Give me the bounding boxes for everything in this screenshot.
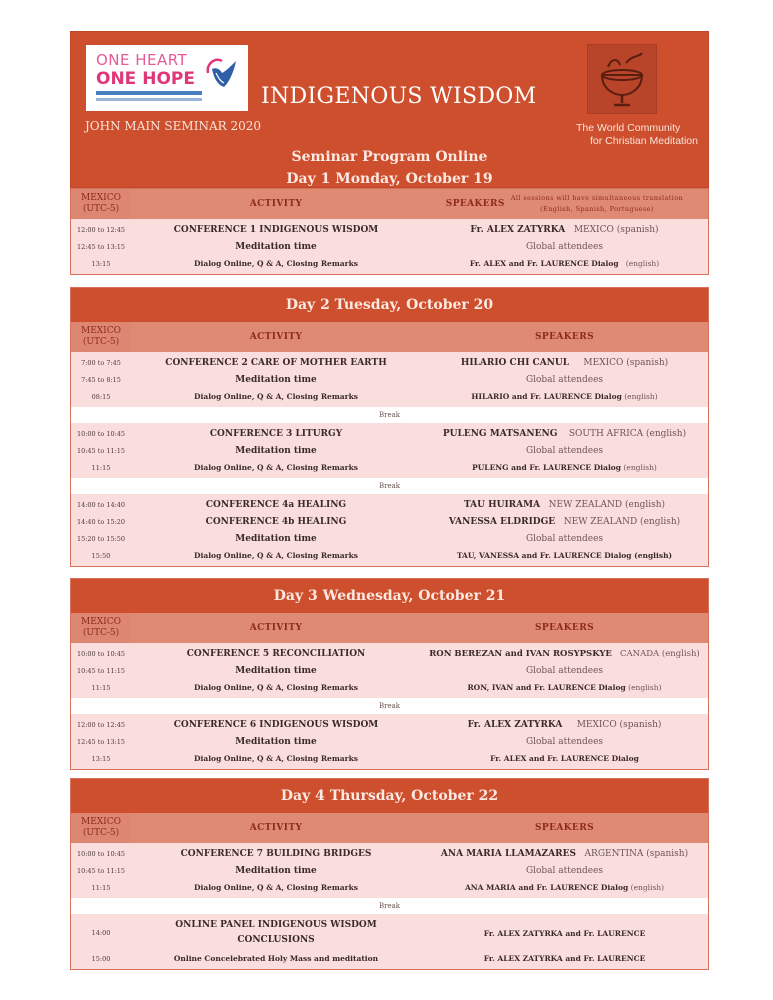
session-speaker: TAU HUIRAMA [463, 499, 541, 510]
session-time: 12:00 to 12:45 [76, 720, 126, 729]
schedule-row [71, 950, 708, 967]
session-activity: Meditation time [235, 736, 317, 747]
activity-column-header: ACTIVITY [249, 823, 303, 833]
schedule-row [71, 547, 708, 564]
session-activity: Meditation time [235, 241, 317, 252]
day4-schedule [70, 778, 709, 970]
session-group [71, 643, 708, 698]
session-language: (english) [630, 883, 665, 892]
session-time: 14:00 to 14:40 [76, 500, 126, 509]
time-column-header [71, 189, 131, 219]
session-speaker: ANA MARIA and Fr. LAURENCE Dialog [464, 883, 629, 892]
session-country-language: MEXICO (spanish) [573, 224, 659, 235]
activity-column-header: ACTIVITY [249, 199, 303, 209]
session-country-language: ARGENTINA (spanish) [584, 848, 689, 859]
session-activity: Dialog Online, Q & A, Closing Remarks [194, 551, 358, 560]
session-time: 12:45 to 13:15 [76, 242, 126, 251]
time-column-header [71, 613, 131, 643]
session-language: (english) [628, 683, 662, 692]
time-header-line2: (UTC-5) [82, 628, 120, 638]
dove-heart-icon [204, 55, 238, 93]
session-activity: CONFERENCE 4a HEALING [205, 499, 347, 510]
wccm-name-line2: for Christian Meditation [590, 135, 698, 147]
translation-note [511, 193, 683, 215]
schedule-row [71, 255, 708, 272]
session-speaker: PULENG and Fr. LAURENCE Dialog [472, 463, 622, 472]
time-header-line2: (UTC-5) [82, 828, 120, 838]
day-title: Day 3 Wednesday, October 21 [71, 579, 708, 613]
session-activity: CONFERENCE 4b HEALING [205, 516, 347, 527]
session-speaker: RON, IVAN and Fr. LAURENCE Dialog [467, 683, 626, 692]
activity-column-header: ACTIVITY [249, 623, 303, 633]
session-time: 11:15 [91, 463, 111, 472]
speakers-header-label: SPEAKERS [445, 198, 505, 209]
time-header-line1: MEXICO [80, 617, 121, 627]
schedule-row [71, 496, 708, 513]
break-row: Break [71, 407, 708, 423]
session-speaker: VANESSA ELDRIDGE [448, 516, 556, 527]
translation-note-line2: (English, Spanish, Portuguese) [540, 205, 654, 213]
session-group [71, 494, 708, 566]
session-time: 12:00 to 12:45 [76, 225, 126, 234]
session-time: 7:00 to 7:45 [81, 358, 121, 367]
session-country-language: CANADA (english) [620, 648, 700, 659]
session-attendees: Global attendees [525, 445, 604, 456]
schedule-row [71, 425, 708, 442]
schedule-row [71, 238, 708, 255]
session-activity: ONLINE PANEL INDIGENOUS WISDOM CONCLUSIONS [175, 920, 377, 945]
page-title: INDIGENOUS WISDOM [261, 84, 537, 109]
session-time: 10:00 to 10:45 [76, 429, 126, 438]
session-activity: Dialog Online, Q & A, Closing Remarks [194, 683, 358, 692]
day-title: Day 2 Tuesday, October 20 [71, 288, 708, 322]
logo-stripe [96, 91, 202, 95]
session-group [71, 352, 708, 407]
session-group [71, 219, 708, 274]
session-activity: Meditation time [235, 533, 317, 544]
wccm-name-line1: The World Community [576, 122, 681, 134]
session-time: 10:45 to 11:15 [76, 666, 126, 675]
session-attendees: Global attendees [525, 665, 604, 676]
speakers-column-header [421, 189, 708, 219]
schedule-row [71, 530, 708, 547]
session-activity: CONFERENCE 6 INDIGENOUS WISDOM [173, 719, 379, 730]
session-activity: Meditation time [235, 865, 317, 876]
session-attendees: Global attendees [525, 736, 604, 747]
session-country-language: NEW ZEALAND (english) [548, 499, 666, 510]
session-activity: Meditation time [235, 665, 317, 676]
seminar-subtitle: JOHN MAIN SEMINAR 2020 [85, 119, 261, 133]
session-time: 7:45 to 8:15 [81, 375, 121, 384]
schedule-row [71, 388, 708, 405]
schedule-row [71, 459, 708, 476]
session-activity: Dialog Online, Q & A, Closing Remarks [194, 883, 358, 892]
session-speaker: HILARIO CHI CANUL [460, 357, 570, 368]
session-country-language: MEXICO (spanish) [583, 357, 669, 368]
session-time: 15:50 [91, 551, 111, 560]
session-speaker: TAU, VANESSA and Fr. LAURENCE Dialog (english) [456, 551, 673, 560]
session-attendees: Global attendees [525, 241, 604, 252]
time-header-line1: MEXICO [80, 817, 121, 827]
session-activity: CONFERENCE 2 CARE OF MOTHER EARTH [165, 357, 387, 368]
time-header-line2: (UTC-5) [82, 337, 120, 347]
session-activity: Dialog Online, Q & A, Closing Remarks [194, 463, 358, 472]
logo-stripe-secondary [96, 98, 202, 101]
session-speaker: RON BEREZAN and IVAN ROSYPSKYE [429, 648, 612, 659]
session-time: 15:00 [91, 954, 111, 963]
program-heading: Seminar Program Online [291, 149, 488, 165]
session-speaker: Fr. ALEX and Fr. LAURENCE Dialog [469, 259, 619, 268]
schedule-row [71, 513, 708, 530]
session-time: 14:40 to 15:20 [76, 517, 126, 526]
session-language: (english) [625, 259, 660, 268]
schedule-row [71, 862, 708, 879]
chalice-icon [588, 45, 656, 113]
session-group [71, 843, 708, 898]
session-speaker: PULENG MATSANENG [442, 428, 558, 439]
time-header-line2: (UTC-5) [82, 204, 120, 214]
session-attendees: Global attendees [525, 374, 604, 385]
session-time: 10:00 to 10:45 [76, 849, 126, 858]
logo-text-line1: ONE HEART [96, 51, 188, 69]
time-header-line1: MEXICO [80, 326, 121, 336]
column-header-row [71, 613, 708, 643]
session-activity: CONFERENCE 1 INDIGENOUS WISDOM [173, 224, 379, 235]
day2-schedule [70, 287, 709, 567]
speakers-column-header: SPEAKERS [535, 332, 594, 342]
translation-note-line1: All sessions will have simultaneous translation [510, 194, 684, 202]
session-country-language: MEXICO (spanish) [576, 719, 662, 730]
day1-schedule [70, 188, 709, 275]
session-language: (english) [623, 463, 657, 472]
session-attendees: Global attendees [525, 865, 604, 876]
schedule-row [71, 716, 708, 733]
session-activity: Dialog Online, Q & A, Closing Remarks [194, 754, 358, 763]
schedule-row [71, 679, 708, 696]
session-language: (english) [624, 392, 658, 401]
session-group [71, 914, 708, 969]
session-group [71, 714, 708, 769]
schedule-row [71, 750, 708, 767]
one-heart-one-hope-logo [86, 45, 248, 111]
activity-column-header: ACTIVITY [249, 332, 303, 342]
session-activity: Dialog Online, Q & A, Closing Remarks [194, 259, 358, 268]
session-speaker: Fr. ALEX ZATYRKA and Fr. LAURENCE [483, 954, 646, 963]
schedule-row [71, 645, 708, 662]
session-time: 10:45 to 11:15 [76, 446, 126, 455]
session-speaker: Fr. ALEX and Fr. LAURENCE Dialog [490, 754, 639, 763]
session-time: 10:45 to 11:15 [76, 866, 126, 875]
session-activity: CONFERENCE 7 BUILDING BRIDGES [180, 848, 372, 859]
session-activity: Online Concelebrated Holy Mass and meditation [173, 954, 379, 963]
session-time: 13:15 [91, 754, 111, 763]
schedule-row [71, 662, 708, 679]
session-time: 15:20 to 15:50 [76, 534, 126, 543]
schedule-row [71, 879, 708, 896]
break-row: Break [71, 698, 708, 714]
schedule-row [71, 221, 708, 238]
break-row: Break [71, 478, 708, 494]
schedule-row [71, 733, 708, 750]
speakers-column-header: SPEAKERS [535, 623, 594, 633]
column-header-row [71, 322, 708, 352]
page-header [70, 31, 709, 188]
session-speaker: Fr. ALEX ZATYRKA and Fr. LAURENCE [483, 928, 646, 938]
time-column-header [71, 322, 131, 352]
schedule-row [71, 371, 708, 388]
day-title: Day 1 Monday, October 19 [286, 171, 493, 187]
session-activity: Dialog Online, Q & A, Closing Remarks [194, 392, 358, 401]
schedule-row [71, 442, 708, 459]
day3-schedule [70, 578, 709, 770]
session-country-language: SOUTH AFRICA (english) [568, 428, 687, 439]
time-column-header [71, 813, 131, 843]
session-speaker: HILARIO and Fr. LAURENCE Dialog [471, 392, 622, 401]
session-activity: Meditation time [235, 445, 317, 456]
session-time: 08:15 [91, 392, 111, 401]
session-time: 12:45 to 13:15 [76, 737, 126, 746]
column-header-row [71, 189, 708, 219]
session-country-language: NEW ZEALAND (english) [563, 516, 681, 527]
session-speaker: ANA MARIA LLAMAZARES [440, 848, 576, 859]
session-time: 11:15 [91, 683, 111, 692]
session-time: 13:15 [91, 259, 111, 268]
session-activity: Meditation time [235, 374, 317, 385]
session-time: 14:00 [91, 929, 111, 937]
session-time: 11:15 [91, 883, 111, 892]
schedule-row [71, 916, 708, 950]
session-speaker: Fr. ALEX ZATYRKA [467, 719, 563, 730]
logo-text-line2: ONE HOPE [96, 69, 195, 89]
session-time: 10:00 to 10:45 [76, 649, 126, 658]
speakers-column-header: SPEAKERS [535, 823, 594, 833]
wccm-logo [587, 44, 657, 114]
break-row: Break [71, 898, 708, 914]
session-attendees: Global attendees [525, 533, 604, 544]
wccm-name [576, 122, 706, 148]
session-speaker: Fr. ALEX ZATYRKA [470, 224, 566, 235]
schedule-row [71, 845, 708, 862]
column-header-row [71, 813, 708, 843]
session-activity: CONFERENCE 5 RECONCILIATION [186, 648, 366, 659]
day-title: Day 4 Thursday, October 22 [71, 779, 708, 813]
time-header-line1: MEXICO [80, 193, 121, 203]
schedule-row [71, 354, 708, 371]
session-activity: CONFERENCE 3 LITURGY [209, 428, 343, 439]
session-group [71, 423, 708, 478]
